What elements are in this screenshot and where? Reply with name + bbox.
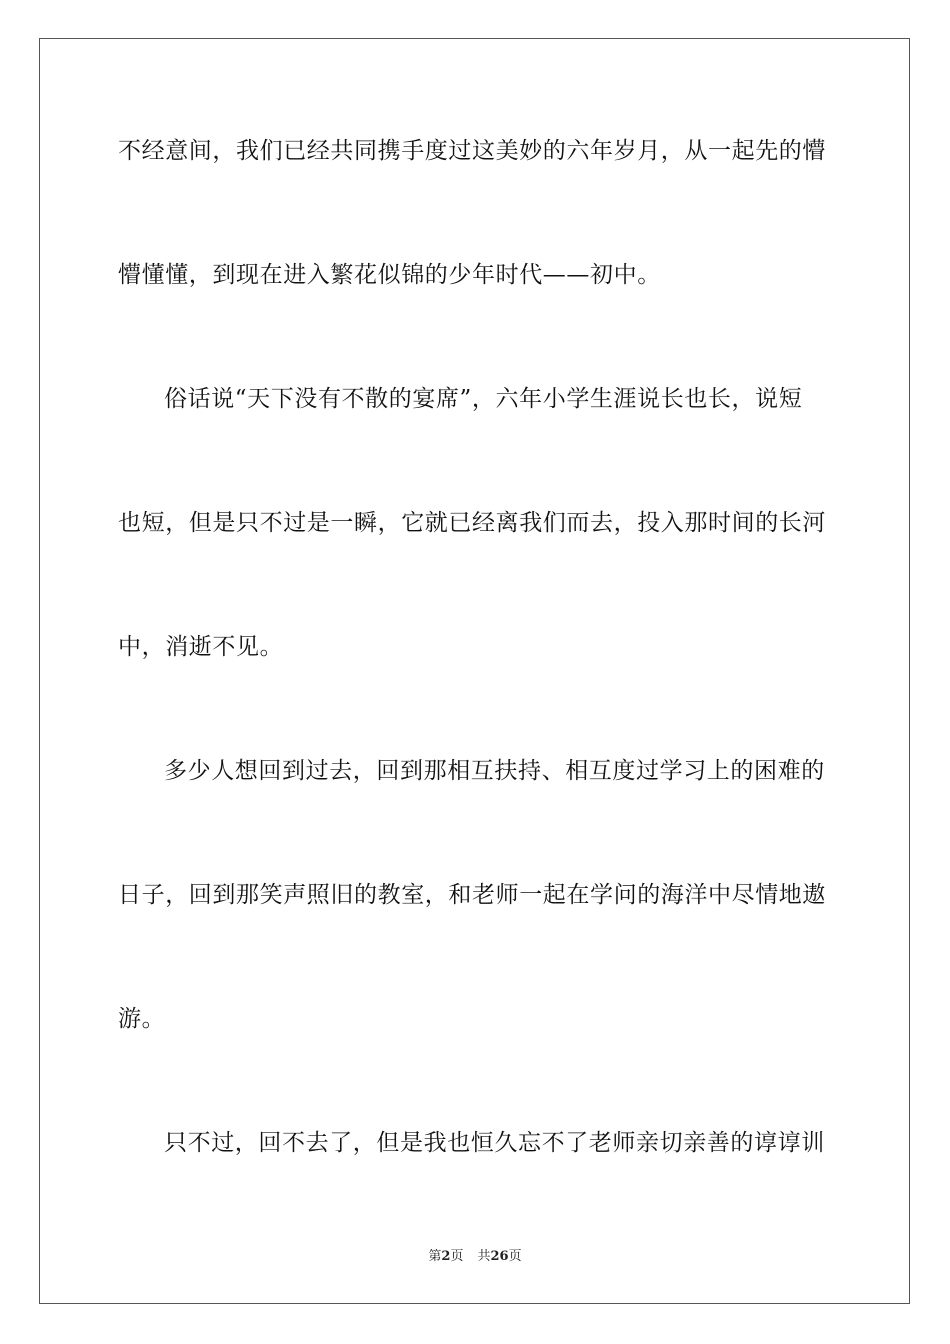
text-line-6: 多少人想回到过去，回到那相互扶持、相互度过学习上的困难的 [164, 758, 825, 784]
footer-page-prefix: 第 [428, 1249, 442, 1264]
footer-total-number: 26 [490, 1249, 509, 1264]
text-line-5: 中，消逝不见。 [118, 634, 284, 660]
text-line-1: 不经意间，我们已经共同携手度过这美妙的六年岁月，从一起先的懵 [118, 138, 826, 164]
footer-total-suffix: 页 [508, 1249, 522, 1264]
footer-total-prefix: 共 [477, 1249, 491, 1264]
text-line-2: 懵懂懂，到现在进入繁花似锦的少年时代——初中。 [118, 262, 661, 288]
text-line-9: 只不过，回不去了，但是我也恒久忘不了老师亲切亲善的谆谆训 [164, 1130, 825, 1156]
footer-page-number: 2 [441, 1249, 451, 1264]
text-line-7: 日子，回到那笑声照旧的教室，和老师一起在学问的海洋中尽情地遨 [118, 882, 826, 908]
page-border [39, 38, 910, 1304]
page-footer [0, 1249, 950, 1265]
text-line-8: 游。 [118, 1006, 166, 1032]
text-line-4: 也短，但是只不过是一瞬，它就已经离我们而去，投入那时间的长河 [118, 510, 826, 536]
text-line-3: 俗话说“天下没有不散的宴席”，六年小学生涯说长也长，说短 [164, 386, 803, 412]
footer-page-suffix: 页 [450, 1249, 464, 1264]
